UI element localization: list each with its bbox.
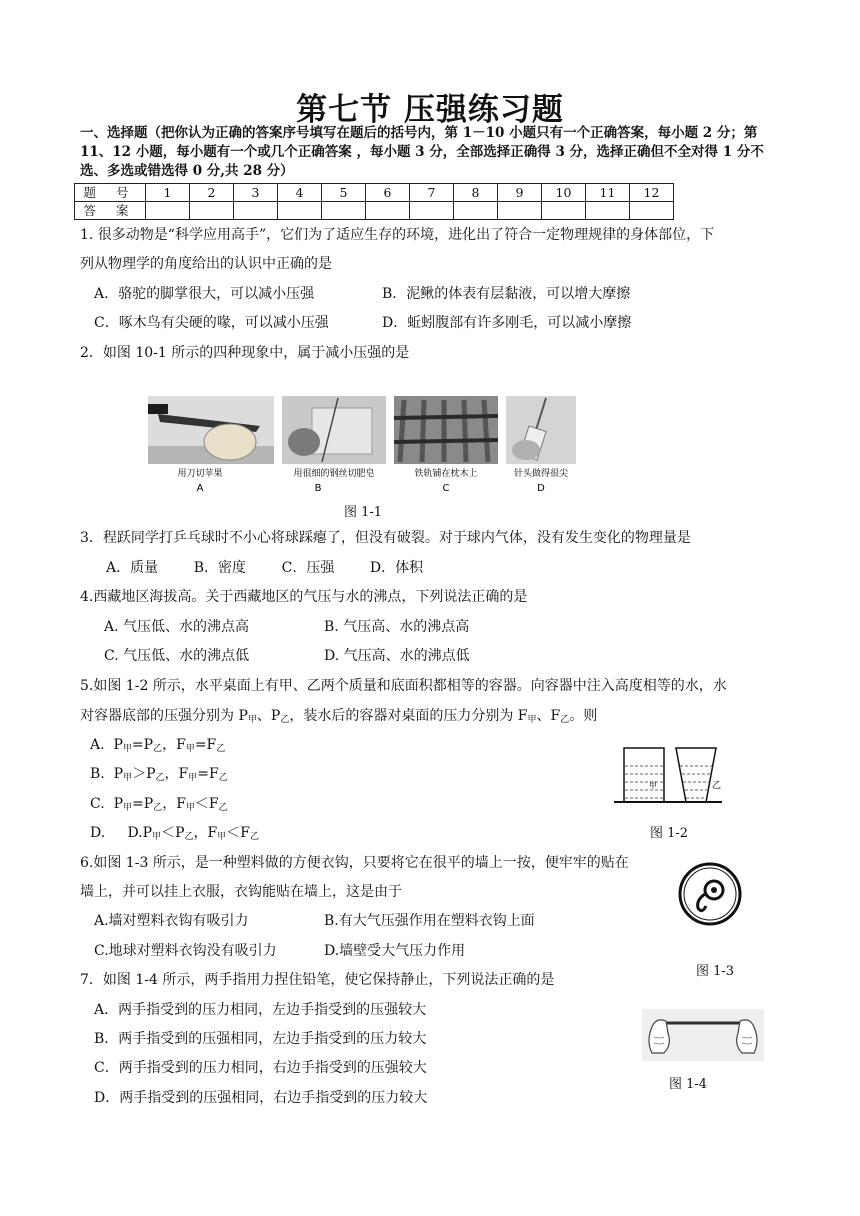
answer-table-number-row (75, 184, 674, 202)
answer-cell[interactable] (498, 202, 542, 220)
option-label: B. (90, 766, 105, 782)
q5-text: P (146, 766, 156, 782)
table-cell-number: 6 (366, 184, 410, 202)
photo-a-caption: 用刀切苹果 (177, 469, 223, 479)
q4-option-b: B. 气压高、水的沸点高 (324, 619, 470, 635)
q5-option-b (90, 765, 228, 787)
option-label: D. (90, 825, 106, 841)
q6-option-d: D.墙壁受大气压力作用 (324, 943, 466, 959)
photo-a-letter: A (196, 483, 204, 494)
q5-text: F (176, 796, 186, 812)
answer-table-answer-row (75, 202, 674, 220)
photo-c-caption: 铁轨铺在枕木上 (414, 469, 478, 479)
q7-option-a: A．两手指受到的压力相同，左边手指受到的压强较大 (94, 1002, 427, 1018)
photo-d-letter: D (537, 483, 545, 494)
subscript: 甲 (185, 744, 195, 754)
photo-d-caption: 针头做得很尖 (513, 469, 569, 479)
q3-stem: 3．程跃同学打乒乓球时不小心将球踩瘪了，但没有破裂。对于球内气体，没有发生变化的物理量是 (80, 530, 691, 546)
subscript: 乙 (218, 803, 228, 813)
q6-option-c: C.地球对塑料衣钩没有吸引力 (94, 943, 277, 959)
answer-cell[interactable] (366, 202, 410, 220)
subscript: 甲 (217, 832, 227, 842)
photo-b-letter: B (314, 483, 322, 494)
table-cell-number: 12 (630, 184, 674, 202)
q4-option-c: C. 气压低、水的沸点低 (104, 648, 250, 664)
q5-text: P (113, 796, 123, 812)
q4-option-a: A. 气压低、水的沸点高 (104, 619, 250, 635)
table-cell-number: 7 (410, 184, 454, 202)
subscript: 乙 (153, 744, 163, 754)
q5-text: ， (193, 825, 208, 841)
q1-option-d: D．蚯蚓腹部有许多刚毛，可以减小摩擦 (382, 315, 632, 331)
q5-text: = (132, 796, 144, 812)
subscript: 乙 (280, 715, 290, 725)
q5-text: 对容器底部的压强分别为 P (80, 708, 248, 724)
q5-text: F (208, 796, 219, 812)
subscript: 乙 (249, 832, 259, 842)
table-cell-number: 10 (542, 184, 586, 202)
subscript: 乙 (218, 773, 228, 783)
answer-cell[interactable] (190, 202, 234, 220)
subscript: 甲 (185, 803, 195, 813)
q5-text: ， (162, 737, 177, 753)
q5-option-a (90, 736, 225, 758)
subscript: 甲 (527, 715, 537, 725)
subscript: 甲 (152, 832, 162, 842)
q5-text: P (113, 766, 124, 782)
q1-stem-line2: 列从物理学的角度给出的认识中正确的是 (80, 256, 332, 272)
table-cell-number: 1 (146, 184, 190, 202)
photo-b-wire-soap (282, 396, 386, 464)
q5-text: P (143, 796, 154, 812)
table-cell-number: 11 (586, 184, 630, 202)
q5-text: P (113, 737, 123, 753)
table-cell-number: 9 (498, 184, 542, 202)
answer-cell[interactable] (630, 202, 674, 220)
q5-text: ＜ (226, 825, 241, 841)
q1-stem-line1: 1. 很多动物是“科学应用高手”，它们为了适应生存的环境，进化出了符合一定物理规律的身体部位，下 (80, 227, 715, 243)
container-jia (624, 748, 664, 802)
option-label: A. (90, 737, 105, 753)
q5-text: F (178, 766, 189, 782)
q7-option-b: B．两手指受到的压强相同，左边手指受到的压力较大 (94, 1031, 427, 1047)
q5-text: = (194, 737, 207, 753)
subscript: 乙 (216, 744, 226, 754)
q5-text: ＞ (132, 766, 147, 782)
q6-stem-line1: 6.如图 1-3 所示，是一种塑料做的方便衣钩，只要将它在很平的墙上一按，便牢牢的贴在 (80, 855, 629, 871)
figure-1-4-fingers-pencil (642, 1009, 764, 1061)
q5-text: ，装水后的容器对桌面的压力分别为 F (289, 708, 528, 724)
answer-cell[interactable] (322, 202, 366, 220)
q5-text: P (143, 737, 154, 753)
q5-stem-line1: 5.如图 1-2 所示，水平桌面上有甲、乙两个质量和底面积都相等的容器。向容器中注入高度相等的水，水 (80, 678, 727, 694)
table-cell-number: 4 (278, 184, 322, 202)
q5-text: ＜ (194, 796, 209, 812)
photo-c-letter: C (442, 483, 450, 494)
q1-option-b: B．泥鳅的体表有层黏液，可以增大摩擦 (382, 286, 631, 302)
table-cell-number: 2 (190, 184, 234, 202)
answer-cell[interactable] (146, 202, 190, 220)
q7-option-d: D．两手指受到的压强相同，右边手指受到的压力较大 (94, 1090, 428, 1106)
q5-text: = (197, 766, 209, 782)
photo-a-knife-apple (148, 396, 274, 464)
q5-text: F (209, 766, 219, 782)
subscript: 乙 (155, 773, 165, 783)
q5-text: F (176, 737, 186, 753)
container-jia-label: 甲 (649, 781, 657, 790)
figure-1-2-containers (612, 742, 724, 808)
answer-cell[interactable] (542, 202, 586, 220)
container-yi (676, 748, 716, 802)
answer-cell[interactable] (234, 202, 278, 220)
q5-text: F (206, 737, 217, 753)
q6-option-a: A.墙对塑料衣钩有吸引力 (94, 913, 249, 929)
subscript: 甲 (122, 744, 132, 754)
q6-option-b: B.有大气压强作用在塑料衣钩上面 (324, 913, 535, 929)
figure-1-3-plastic-hook (676, 860, 744, 928)
photo-d-syringe (506, 396, 576, 464)
q5-text: P (175, 825, 185, 841)
q1-option-a: A．骆驼的脚掌很大，可以减小压强 (94, 286, 315, 302)
answer-cell[interactable] (454, 202, 498, 220)
q3-options: A．质量 B．密度 C．压强 D．体积 (106, 560, 424, 576)
page-title: 第七节 压强练习题 (296, 92, 564, 128)
answer-cell[interactable] (410, 202, 454, 220)
table-header-answer: 答 案 (75, 202, 146, 220)
answer-cell[interactable] (586, 202, 630, 220)
section-instructions: 一、选择题（把你认为正确的答案序号填写在题后的括号内，第 1－10 小题只有一个正确答案，每小题 2 分；第 11、12 小题，每小题有一个或几个正确答案 ，每小题 3 分，全部选择正确得 3 分，选择正确但不全对得 1 分不选、多选或错选得 0 分,共 28 分） (80, 125, 764, 179)
photo-b-caption: 用很细的钢丝切肥皂 (293, 469, 375, 479)
q5-text: ＜ (161, 825, 176, 841)
q2-stem: 2．如图 10-1 所示的四种现象中，属于减小压强的是 (80, 345, 410, 361)
option-label: C. (90, 796, 105, 812)
q5-text: 。则 (569, 708, 598, 724)
q5-text: 、P (256, 708, 281, 724)
figure-1-1-photos (148, 396, 576, 494)
table-cell-number: 8 (454, 184, 498, 202)
subscript: 甲 (247, 715, 257, 725)
q6-stem-line2: 墙上，并可以挂上衣服，衣钩能贴在墙上，这是由于 (80, 884, 402, 900)
q5-stem-line2 (80, 707, 597, 729)
q7-stem: 7．如图 1-4 所示，两手指用力捏住铅笔，使它保持静止，下列说法正确的是 (80, 972, 555, 988)
answer-table (74, 183, 674, 220)
q5-text: = (131, 737, 144, 753)
q1-option-c: C．啄木鸟有尖硬的喙，可以减小压强 (94, 315, 329, 331)
figure-1-1-caption: 图 1-1 (344, 505, 383, 520)
answer-cell[interactable] (278, 202, 322, 220)
subscript: 乙 (184, 832, 194, 842)
table-cell-number: 3 (234, 184, 278, 202)
q4-option-d: D. 气压高、水的沸点低 (324, 648, 470, 664)
subscript: 甲 (123, 773, 133, 783)
table-cell-number: 5 (322, 184, 366, 202)
q5-text: F (207, 825, 218, 841)
container-yi-label: 乙 (712, 781, 722, 791)
subscript: 甲 (123, 803, 133, 813)
q4-stem: 4.西藏地区海拔高。关于西藏地区的气压与水的沸点，下列说法正确的是 (80, 589, 528, 605)
figure-1-4-caption: 图 1-4 (669, 1077, 708, 1092)
q5-option-c (90, 795, 228, 817)
photo-c-rails-sleepers (394, 396, 498, 464)
figure-1-2-caption: 图 1-2 (650, 826, 689, 841)
q5-text: ， (164, 766, 179, 782)
subscript: 乙 (560, 715, 570, 725)
q7-option-c: C．两手指受到的压力相同，右边手指受到的压强较大 (94, 1060, 427, 1076)
q5-text: ， (162, 796, 177, 812)
q5-text: D.P (127, 825, 153, 841)
figure-1-3-caption: 图 1-3 (696, 964, 735, 979)
subscript: 乙 (153, 803, 163, 813)
q5-text: 、F (536, 708, 561, 724)
q5-text: F (240, 825, 250, 841)
table-header-number: 题 号 (75, 184, 146, 202)
subscript: 甲 (188, 773, 198, 783)
q5-option-d (90, 824, 259, 846)
